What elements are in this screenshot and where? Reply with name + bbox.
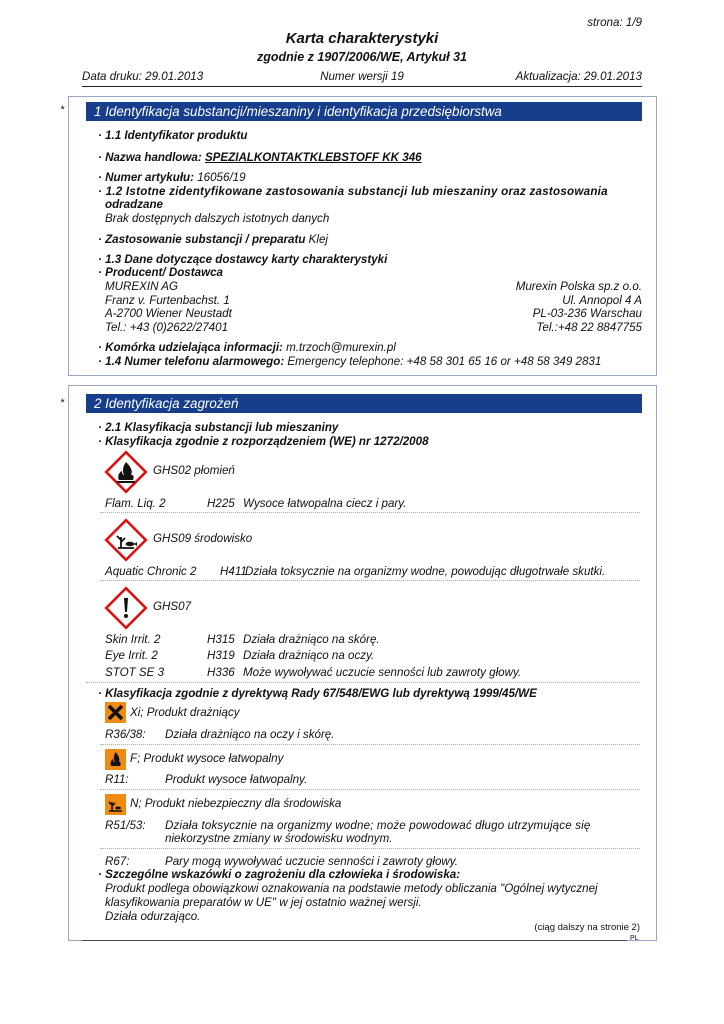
ghs09-label: GHS09 środowisko	[153, 532, 253, 545]
hazard-code-h336: H336	[207, 666, 235, 679]
producer-address-right	[382, 280, 642, 335]
regulation-heading: · Klasyfikacja zgodnie z rozporządzeniem (WE) nr 1272/2008	[98, 435, 429, 448]
trade-name-value: SPEZIALKONTAKTKLEBSTOFF KK 346	[204, 151, 422, 164]
producer-heading: · Producent/ Dostawca	[98, 266, 223, 279]
address-line: MUREXIN AG	[105, 280, 179, 293]
update-date: Aktualizacja: 29.01.2013	[515, 70, 642, 83]
emergency-value: Emergency telephone: +48 58 301 65 16 or +48 58 349 2831	[287, 355, 602, 368]
address-line: Ul. Annopol 4 A	[562, 293, 642, 307]
application-value: Klej	[308, 233, 329, 246]
f-label: F; Produkt wysoce łatwopalny	[130, 752, 284, 765]
address-line: Murexin Polska sp.z o.o.	[515, 280, 642, 293]
uses-value: Brak dostępnych dalszych istotnych danych	[105, 212, 330, 225]
footer-rule	[82, 940, 627, 941]
supplier-heading: · 1.3 Dane dotyczące dostawcy karty charakterystyki	[98, 253, 388, 266]
language-code: PL	[630, 935, 639, 942]
revision-marker: *	[60, 104, 65, 116]
xi-irritant-icon	[105, 702, 126, 723]
revision-marker: *	[60, 397, 65, 409]
dotted-separator	[100, 848, 640, 849]
r36-38-code: R36/38:	[105, 728, 146, 741]
version-number: Numer wersji 19	[320, 70, 404, 83]
f-flammable-icon	[105, 749, 126, 770]
application-label: · Zastosowanie substancji / preparatu	[98, 233, 309, 246]
special-text-line: Działa odurzająco.	[105, 910, 201, 923]
r51-53-text-cont: niekorzystne zmiany w środowisku wodnym.	[165, 832, 393, 845]
special-hazards-heading: · Szczególne wskazówki o zagrożeniu dla człowieka i środowiska:	[98, 868, 461, 881]
dotted-separator	[86, 682, 640, 683]
hazard-code-h315: H315	[207, 633, 235, 646]
address-line: Tel.: +43 (0)2622/27401	[105, 321, 229, 335]
address-line: PL-03-236 Warschau	[532, 307, 642, 321]
hazard-text-h336: Może wywoływać uczucie senności lub zawroty głowy.	[243, 666, 522, 679]
address-line: Tel.:+48 22 8847755	[536, 321, 642, 335]
contact-email[interactable]: m.trzoch@murexin.pl	[286, 341, 396, 354]
ghs02-label: GHS02 płomień	[153, 464, 235, 477]
emergency-phone	[98, 355, 601, 368]
header-rule	[82, 86, 642, 87]
special-text-line: klasyfikowania preparatów w UE" w jej ostatnio ważnej wersji.	[105, 896, 422, 909]
hazard-code-h319: H319	[207, 649, 235, 662]
section-2-heading: 2 Identyfikacja zagrożeń	[86, 394, 642, 413]
address-line: Franz v. Furtenbachst. 1	[105, 293, 230, 307]
article-number	[98, 171, 246, 184]
hazard-text-h411: Działa toksycznie na organizmy wodne, powodując długotrwałe skutki.	[245, 565, 606, 578]
r67-text: Pary mogą wywoływać uczucie senności i zawroty głowy.	[165, 855, 458, 868]
trade-name	[98, 151, 422, 164]
hazard-class-skin: Skin Irrit. 2	[105, 633, 161, 646]
classification-heading: · 2.1 Klasyfikacja substancji lub mieszaniny	[98, 421, 339, 434]
document-subtitle: zgodnie z 1907/2006/WE, Artykuł 31	[256, 50, 468, 64]
hazard-class-eye: Eye Irrit. 2	[105, 649, 158, 662]
r11-text: Produkt wysoce łatwopalny.	[165, 773, 308, 786]
dotted-separator	[100, 512, 640, 513]
article-value: 16056/19	[197, 171, 246, 184]
continued-note: (ciąg dalszy na stronie 2)	[534, 922, 640, 933]
contact-info	[98, 341, 396, 354]
application	[98, 233, 328, 246]
dotted-separator	[100, 744, 640, 745]
dotted-separator	[100, 580, 640, 581]
hazard-class-flam: Flam. Liq. 2	[105, 497, 166, 510]
document-title: Karta charakterystyki	[285, 30, 439, 47]
n-label: N; Produkt niebezpieczny dla środowiska	[130, 797, 342, 810]
hazard-text-h319: Działa drażniąco na oczy.	[243, 649, 375, 662]
xi-label: Xi; Produkt drażniący	[130, 706, 240, 719]
product-identifier-heading: · 1.1 Identyfikator produktu	[98, 129, 248, 142]
exclamation-icon	[104, 586, 148, 630]
uses-heading: · 1.2 Istotne zidentyfikowane zastosowania substancji lub mieszaniny oraz zastosowania	[98, 185, 608, 198]
r67-code: R67:	[105, 855, 130, 868]
r11-code: R11:	[105, 773, 129, 786]
trade-name-label: · Nazwa handlowa:	[98, 151, 205, 164]
print-date: Data druku: 29.01.2013	[82, 70, 204, 83]
n-environment-icon	[105, 794, 126, 815]
flame-icon	[104, 450, 148, 494]
special-text-line: Produkt podlega obowiązkowi oznakowania na podstawie metody obliczania "Ogólnej wytycznej	[105, 882, 598, 895]
hazard-class-stot: STOT SE 3	[105, 666, 165, 679]
hazard-code-h225: H225	[207, 497, 235, 510]
contact-label: · Komórka udzielająca informacji:	[98, 341, 287, 354]
r36-38-text: Działa drażniąco na oczy i skórę.	[165, 728, 335, 741]
hazard-text-h225: Wysoce łatwopalna ciecz i pary.	[243, 497, 407, 510]
dotted-separator	[100, 789, 640, 790]
special-hazards-text	[105, 882, 598, 924]
article-label: · Numer artykułu:	[98, 171, 198, 184]
directive-heading: · Klasyfikacja zgodnie z dyrektywą Rady 67/548/EWG lub dyrektywą 1999/45/WE	[98, 687, 537, 700]
producer-address-left	[105, 280, 232, 335]
hazard-text-h315: Działa drażniąco na skórę.	[243, 633, 380, 646]
r51-53-text: Działa toksycznie na organizmy wodne; może powodować długo utrzymujące się	[165, 819, 591, 832]
r51-53-code: R51/53:	[105, 819, 146, 832]
hazard-class-aquatic: Aquatic Chronic 2	[105, 565, 197, 578]
ghs07-label: GHS07	[153, 600, 192, 613]
address-line: A-2700 Wiener Neustadt	[105, 307, 232, 321]
uses-heading-cont: odradzane	[105, 198, 163, 211]
section-1-heading: 1 Identyfikacja substancji/mieszaniny i identyfikacja przedsiębiorstwa	[86, 102, 642, 121]
emergency-label: · 1.4 Numer telefonu alarmowego:	[98, 355, 288, 368]
page-number: strona: 1/9	[587, 16, 642, 29]
environment-icon	[104, 518, 148, 562]
hazard-code-h411: H411	[220, 565, 247, 578]
